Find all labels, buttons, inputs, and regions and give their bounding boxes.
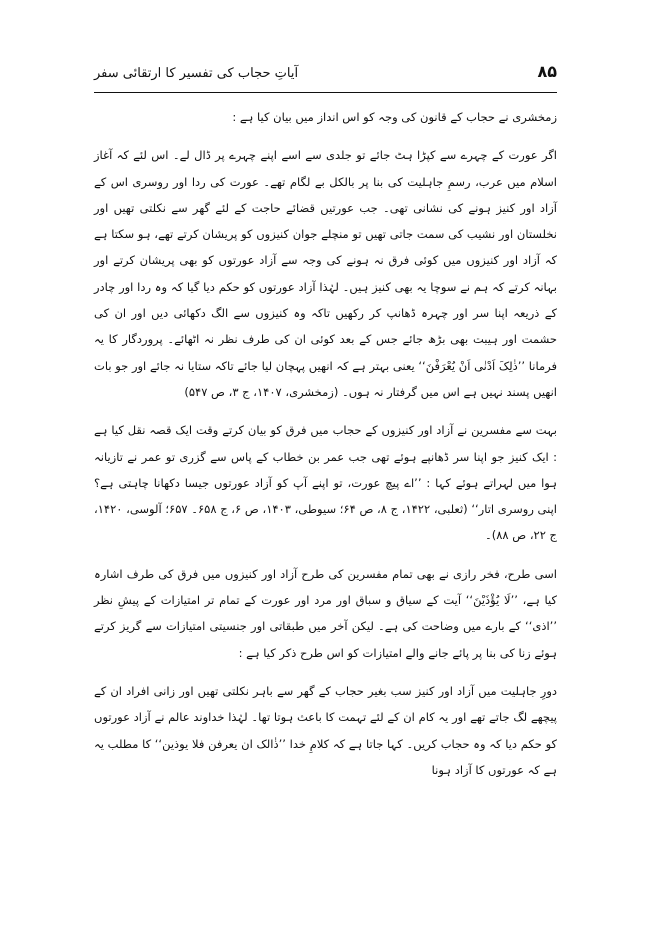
page-number: ۸۵ — [537, 62, 557, 81]
paragraph-fakhr-razi: اسی طرح، فخر رازی نے بھی تمام مفسرین کی طرح آزاد اور کنیزوں میں فرق کی طرف اشارہ کیا ہے، ’’لَا یُؤْذَیْنَ‘‘ آیت کے سیاق و سباق اور مرد اور عورت کے تمام تر امتیازات کے پیشِ نظر ’’اذی‘‘ کے بارے میں وضاحت کی ہے۔ لیکن آخر میں طبقاتی اور جنسیتی امتیازات سے گریز کرتے ہوئے زنا کی بنا پر پائے جانے والے امتیازات کو اس طرح ذکر کیا ہے : — [94, 566, 557, 660]
header-rule — [94, 92, 557, 93]
paragraph-zamakhshari-quote: اگر عورت کے چہرے سے کپڑا ہٹ جائے تو جلدی سے اسے اپنے چہرے پر ڈال لے۔ اس لئے کہ آغاز اسلام میں عرب، رسمِ جاہلیت کی بنا پر بالکل بے لگام تھے۔ عورت کی ردا اور روسری اس کے آزاد اور کنیز ہونے کی نشانی تھی۔ جب عورتیں قضائے حاجت کے لئے گھر سے نکلتی تھیں اور نخلستان اور نشیب کی سمت جاتی تھیں تو منچلے جوان کنیزوں کو پریشان کرتے تھے، ہو سکتا ہے کہ آزاد اور کنیزوں میں کوئی فرق نہ ہونے کی وجہ سے آزاد عورتوں کو بھی پریشان کرتے اور بہانہ کرتے کہ ہم نے سوچا یہ بھی کنیز ہیں۔ لہٰذا آزاد عورتوں کو حکم دیا گیا کہ وہ ردا اور چادر کے ذریعہ اپنا سر اور چہرہ ڈھانپ کر رکھیں تاکہ وہ کنیزوں سے الگ دکھائی دیں اور ان کی حشمت اور ہیبت بھی بڑھ جائے جس کے بعد کوئی ان کی طرف نظر نہ اٹھائے۔ پروردگار کا یہ فرمانا ’’ذٰلِکَ اَدْنٰی اَنْ یُعْرَفْنَ‘‘ یعنی بہتر ہے کہ انھیں پہچان لیا جائے تاکہ ستایا نہ جائے اور جو بات انھیں پسند نہیں ہے اس میں گرفتار نہ ہوں۔ (زمخشری، ۱۴۰۷، ج ۳، ص ۵۴۷) — [94, 148, 557, 399]
paragraph-commentators-story: بہت سے مفسرین نے آزاد اور کنیزوں کے حجاب میں فرق کو بیان کرتے وقت ایک قصہ نقل کیا ہے : ایک کنیز جو اپنا سر ڈھانپے ہوئے تھی جب عمر بن خطاب کے پاس سے گزری تو عمر نے تازیانہ ہوا میں لہراتے ہوئے کہا : ’’اے پیچ عورت، تو اپنے آپ کو آزاد عورتوں جیسا دکھانا چاہتی ہے؟ اپنی روسری اتار‘‘ (ثعلبی، ۱۴۲۲، ج ۸، ص ۶۴؛ سیوطی، ۱۴۰۳، ص ۶، ج ۶۵۸۔ ۶۵۷؛ آلوسی، ۱۴۲۰، ج ۲۲، ص ۸۸)۔ — [94, 423, 557, 543]
paragraph-jahiliyya: دورِ جاہلیت میں آزاد اور کنیز سب بغیر حجاب کے گھر سے باہر نکلتی تھیں اور زانی افراد ان کے پیچھے لگ جاتے تھے اور یہ کام ان کے لئے تہمت کا باعث ہوتا تھا۔ لہٰذا خداوند عالم نے آزاد عورتوں کو حکم دیا کہ وہ حجاب کریں۔ کہا جاتا ہے کہ کلامِ خدا ’’ذٰالک ان یعرفن فلا یوذین‘‘ کا مطلب یہ ہے کہ عورتوں کا آزاد ہونا — [94, 683, 557, 777]
page-header — [94, 62, 557, 92]
running-title: آیاتِ حجاب کی تفسیر کا ارتقائی سفر — [94, 66, 299, 81]
body-text — [94, 104, 557, 783]
paragraph-intro: زمخشری نے حجاب کے قانون کی وجہ کو اس انداز میں بیان کیا ہے : — [232, 110, 557, 124]
